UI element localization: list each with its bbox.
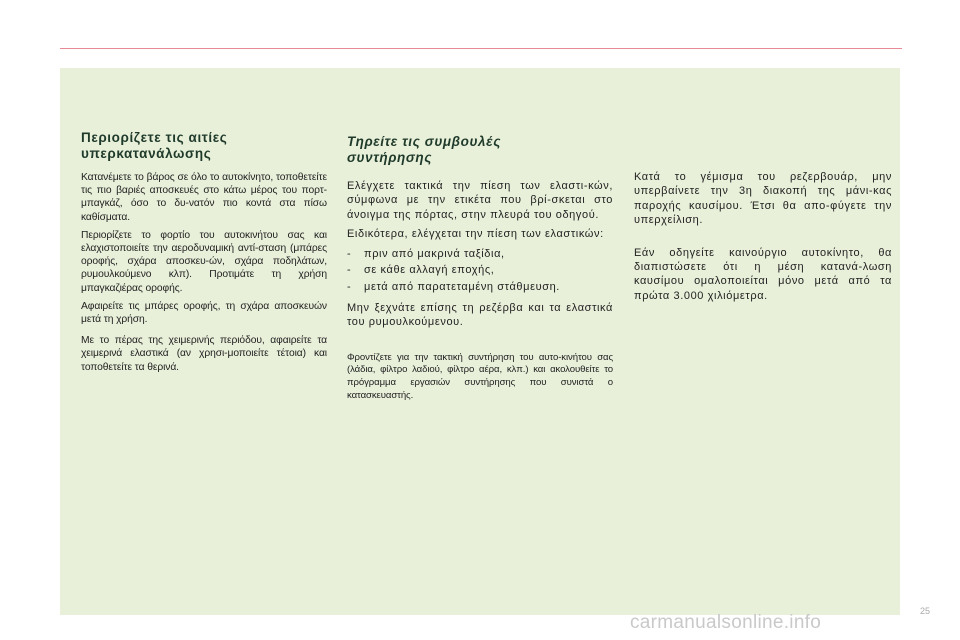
section-title-maintenance: Τηρείτε τις συμβουλές συντήρησης xyxy=(347,134,502,165)
section-title-overconsumption: Περιορίζετε τις αιτίες υπερκατανάλωσης xyxy=(81,130,228,161)
paragraph-spare-tyre: Μην ξεχνάτε επίσης τη ρεζέρβα και τα ελαστικά του ρυμουλκούμενου. xyxy=(347,302,613,329)
column-reduce-overconsumption xyxy=(81,130,327,379)
top-divider xyxy=(60,48,902,49)
column-maintenance-advice xyxy=(347,134,613,407)
bullet-list xyxy=(347,247,613,295)
paragraph-winter-tyres: Με το πέρας της χειμερινής περιόδου, αφαιρείτε τα χειμερινά ελαστικά (αν χρησι-μοποιείτε τέτοια) και τοποθετείτε τα θερινά. xyxy=(81,335,327,373)
watermark: carmanualsonline.info xyxy=(630,612,822,633)
paragraph-reduce-load: Περιορίζετε το φορτίο του αυτοκινήτου σας και ελαχιστοποιείτε την αεροδυναμική αντί-σταση (μπάρες οροφής, σχάρα αποσκευ-ών, σχάρα ποδηλάτων, ρυμουλκούμενο κλπ). Προτιμάτε τη χρήση μπαγκαζιέρας οροφής. xyxy=(81,229,327,294)
paragraph-fuel-filling: Κατά το γέμισμα του ρεζερβουάρ, μην υπερβαίνετε την 3η διακοπή της μάνι-κας παροχής καυσίμου. Έτσι θα απο-φύγετε την υπερχείλιση. xyxy=(634,171,892,227)
paragraph-tyre-pressure: Ελέγχετε τακτικά την πίεση των ελαστι-κών, σύμφωνα με την ετικέτα που βρί-σκεται στο άνοιγμα της πόρτας, στην πλευρά του οδηγού. xyxy=(347,180,613,221)
list-item: - μετά από παρατεταμένη στάθμευση. xyxy=(347,281,560,294)
paragraph-weight-distribution: Κατανέμετε το βάρος σε όλο το αυτοκίνητο, τοποθετείτε τις πιο βαριές αποσκευές στο κάτω μέρος του πορτ-μπαγκάζ, όσο το δυ-νατόν πιο κοντά στα πίσω καθίσματα. xyxy=(81,172,327,223)
paragraph-pressure-check: Ειδικότερα, ελέγχεται την πίεση των ελαστικών: xyxy=(347,228,604,241)
paragraph-remove-roof-bars: Αφαιρείτε τις μπάρες οροφής, τη σχάρα αποσκευών μετά τη χρήση. xyxy=(81,300,327,326)
list-item: - σε κάθε αλλαγή εποχής, xyxy=(347,264,495,277)
list-item: - πριν από μακρινά ταξίδια, xyxy=(347,247,505,260)
page-number: 25 xyxy=(920,606,931,616)
column-fuel-tips xyxy=(634,170,892,308)
paragraph-new-car-consumption: Εάν οδηγείτε καινούργιο αυτοκίνητο, θα διαπιστώσετε ότι η μέση κατανά-λωση καυσίμου ομαλοποιείται μόνο μετά από τα πρώτα 3.000 χιλιόμετρα. xyxy=(634,246,892,302)
maintenance-note: Φροντίζετε για την τακτική συντήρηση του αυτο-κινήτου σας (λάδια, φίλτρο λαδιού, φίλτρο αέρα, κλπ.) και ακολουθείτε το πρόγραμμα εργασιών συντήρησης που συνιστά ο κατασκευαστής. xyxy=(347,351,613,401)
